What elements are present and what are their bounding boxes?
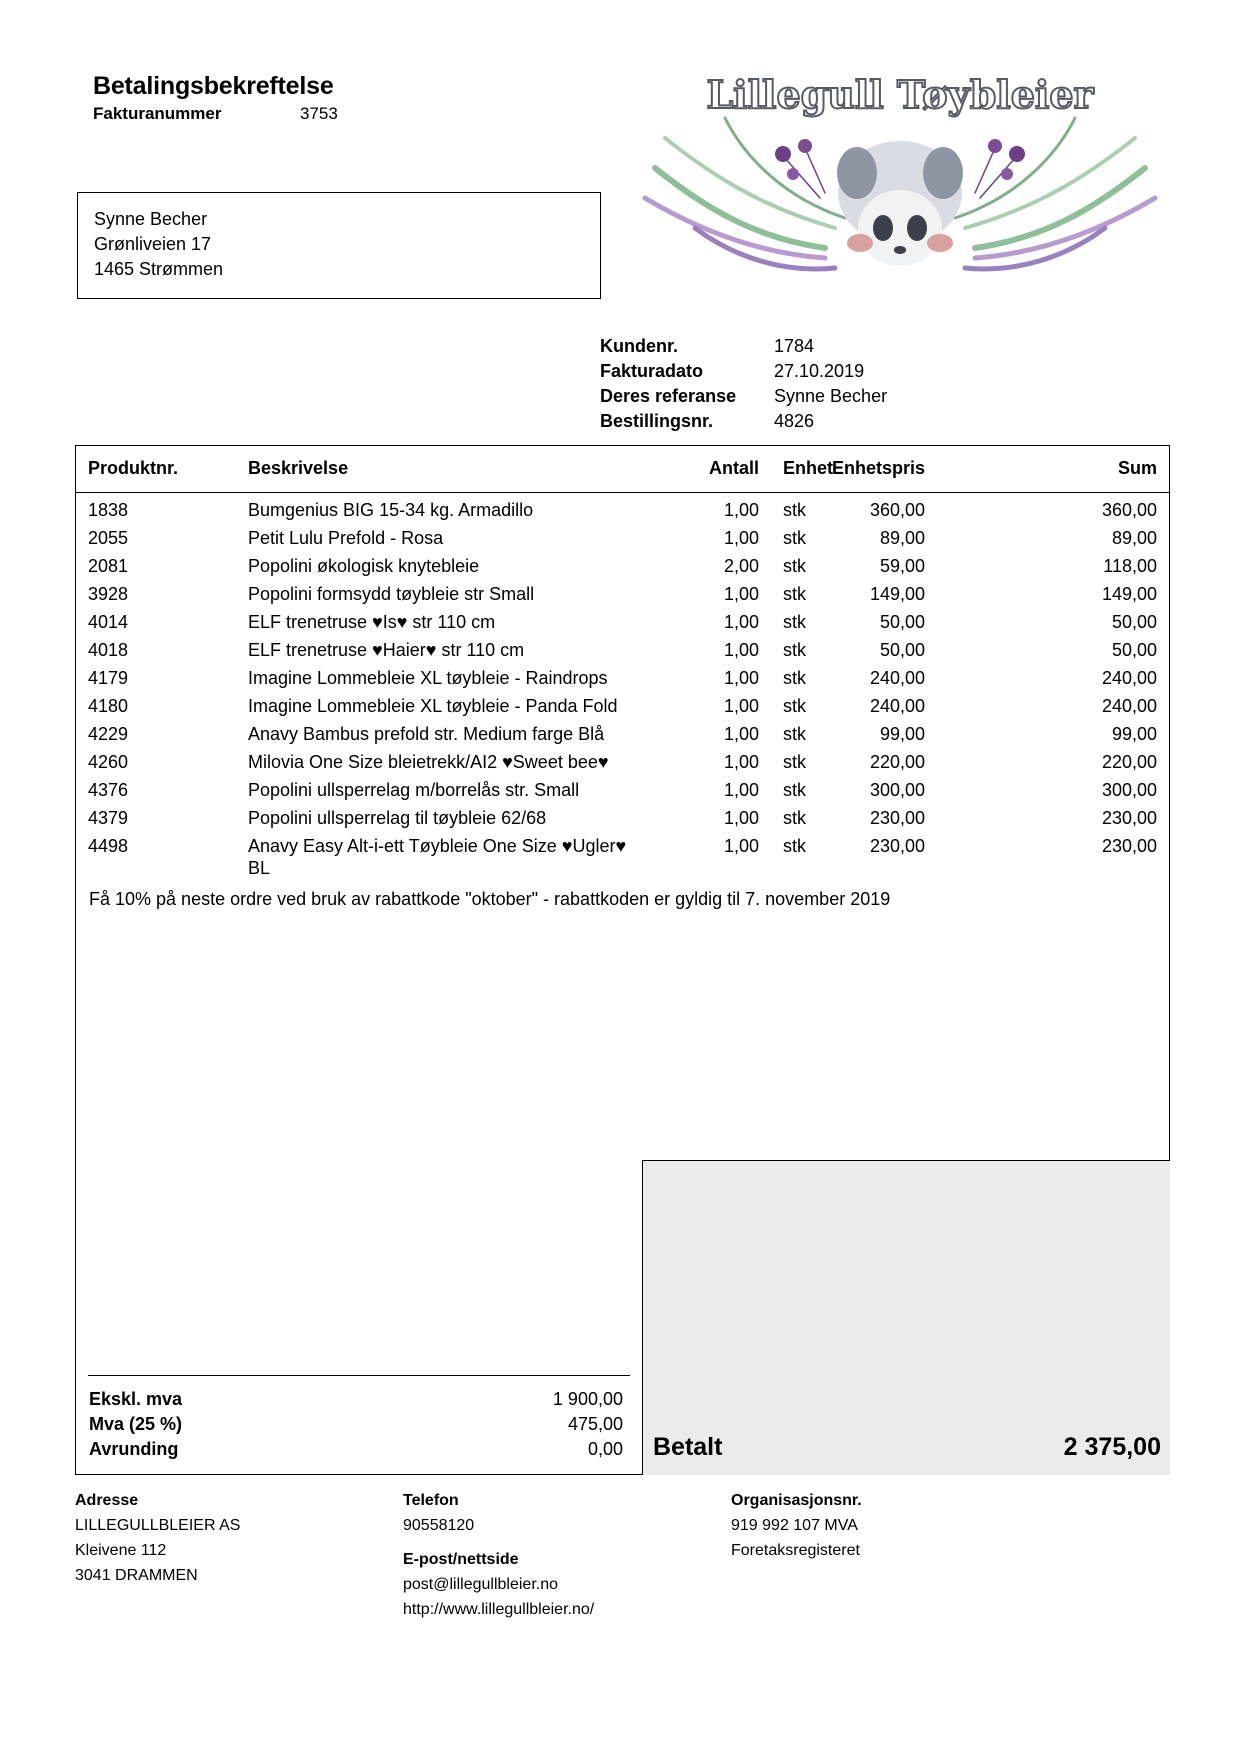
table-row [75, 612, 1170, 637]
cell-unit: stk [783, 668, 807, 688]
cell-unit: stk [783, 780, 807, 800]
cell-description: Petit Lulu Prefold - Rosa [248, 528, 444, 548]
cell-description: ELF trenetruse ♥Haier♥ str 110 cm [248, 640, 525, 660]
cell-unit-price: 59,00 [879, 556, 925, 576]
cell-unit-price: 230,00 [869, 808, 925, 828]
footer-email-link[interactable]: post@lillegullbleier.no [403, 1576, 558, 1593]
cell-unit: stk [783, 808, 807, 828]
header-product: Produktnr. [88, 458, 179, 478]
paid-summary-box [642, 1160, 1170, 1475]
rounding-amount: 0,00 [587, 1439, 623, 1459]
reference-label: Deres referanse [600, 386, 737, 406]
cell-qty: 1,00 [723, 528, 759, 548]
cell-unit: stk [783, 612, 807, 632]
table-row [75, 500, 1170, 525]
cell-sum: 230,00 [1101, 836, 1157, 856]
invoice-date: 27.10.2019 [774, 361, 865, 381]
cell-product: 4498 [88, 836, 129, 856]
cell-sum: 220,00 [1101, 752, 1157, 772]
cell-unit-price: 99,00 [879, 724, 925, 744]
cell-sum: 118,00 [1103, 556, 1157, 576]
cell-unit: stk [783, 752, 807, 772]
cell-product: 4018 [88, 640, 129, 660]
cell-unit-price: 240,00 [869, 668, 925, 688]
cell-description: Milovia One Size bleietrekk/AI2 ♥Sweet bee♥ [248, 752, 609, 772]
cell-description: Popolini økologisk knytebleie [248, 556, 480, 576]
table-row [75, 836, 1170, 878]
footer-phone: 90558120 [403, 1517, 475, 1534]
cell-description: Popolini formsydd tøybleie str Small [248, 584, 535, 604]
cell-qty: 1,00 [723, 752, 759, 772]
cell-unit-price: 300,00 [869, 780, 925, 800]
table-row [75, 640, 1170, 665]
invoice-date-label: Fakturadato [600, 361, 704, 381]
cell-description: Popolini ullsperrelag til tøybleie 62/68 [248, 808, 547, 828]
cell-product: 3928 [88, 584, 129, 604]
recipient-street: Grønliveien 17 [94, 234, 212, 254]
cell-qty: 1,00 [723, 808, 759, 828]
cell-product: 4260 [88, 752, 129, 772]
header-unit-price: Enhetspris [831, 458, 925, 478]
cell-sum: 50,00 [1111, 640, 1157, 660]
cell-sum: 240,00 [1101, 696, 1157, 716]
recipient-name: Synne Becher [94, 209, 208, 229]
cell-product: 4179 [88, 668, 129, 688]
order-number: 4826 [774, 411, 815, 431]
footer-address-heading: Adresse [75, 1492, 139, 1509]
totals-divider [88, 1375, 630, 1376]
cell-sum: 240,00 [1101, 668, 1157, 688]
header-qty: Antall [708, 458, 759, 478]
total-excl-vat: 1 900,00 [552, 1389, 623, 1409]
cell-product: 2081 [88, 556, 129, 576]
table-row [75, 696, 1170, 721]
cell-unit: stk [783, 640, 807, 660]
cell-qty: 1,00 [723, 640, 759, 660]
cell-unit: stk [783, 528, 807, 548]
cell-unit-price: 50,00 [879, 640, 925, 660]
footer-company: LILLEGULLBLEIER AS [75, 1517, 241, 1534]
cell-unit-price: 240,00 [869, 696, 925, 716]
footer-web-heading: E-post/nettside [403, 1551, 519, 1568]
cell-sum: 50,00 [1111, 612, 1157, 632]
cell-description: ELF trenetruse ♥Is♥ str 110 cm [248, 612, 496, 632]
footer-street: Kleivene 112 [75, 1542, 167, 1559]
cell-product: 4376 [88, 780, 129, 800]
cell-unit: stk [783, 500, 807, 520]
cell-unit-price: 89,00 [879, 528, 925, 548]
cell-unit-price: 50,00 [879, 612, 925, 632]
cell-description: Bumgenius BIG 15-34 kg. Armadillo [248, 500, 534, 520]
vat-label: Mva (25 %) [89, 1414, 183, 1434]
table-row [75, 584, 1170, 609]
footer-phone-heading: Telefon [403, 1492, 459, 1509]
cell-unit-price: 220,00 [869, 752, 925, 772]
cell-qty: 1,00 [723, 500, 759, 520]
vat-amount: 475,00 [567, 1414, 623, 1434]
cell-product: 4014 [88, 612, 129, 632]
table-row [75, 724, 1170, 749]
rounding-label: Avrunding [89, 1439, 179, 1459]
cell-qty: 1,00 [723, 780, 759, 800]
footer-website-link[interactable]: http://www.lillegullbleier.no/ [403, 1601, 595, 1618]
cell-product: 4229 [88, 724, 129, 744]
cell-unit-price: 360,00 [869, 500, 925, 520]
header-unit: Enhet [783, 458, 834, 478]
cell-unit: stk [783, 696, 807, 716]
paid-amount: 2 375,00 [1063, 1433, 1161, 1461]
footer-org-heading: Organisasjonsnr. [731, 1492, 862, 1509]
invoice-number-label: Fakturanummer [93, 104, 222, 123]
cell-qty: 1,00 [723, 836, 759, 856]
cell-unit: stk [783, 836, 807, 856]
footer-org-number: 919 992 107 MVA [731, 1517, 858, 1534]
order-number-label: Bestillingsnr. [600, 411, 714, 431]
cell-qty: 1,00 [723, 612, 759, 632]
reference: Synne Becher [774, 386, 888, 406]
cell-qty: 1,00 [723, 696, 759, 716]
cell-sum: 360,00 [1101, 500, 1157, 520]
cell-sum: 149,00 [1101, 584, 1157, 604]
cell-qty: 2,00 [723, 556, 759, 576]
document-title: Betalingsbekreftelse [93, 72, 334, 100]
discount-note: Få 10% på neste ordre ved bruk av rabattkode "oktober" - rabattkoden er gyldig til 7. november 2019 [89, 889, 891, 909]
invoice-number: 3753 [300, 104, 338, 123]
cell-unit-price: 230,00 [869, 836, 925, 856]
cell-qty: 1,00 [723, 724, 759, 744]
cell-description: Popolini ullsperrelag m/borrelås str. Small [248, 780, 580, 800]
cell-description: Imagine Lommebleie XL tøybleie - Panda Fold [248, 696, 618, 716]
cell-sum: 99,00 [1111, 724, 1157, 744]
cell-sum: 230,00 [1101, 808, 1157, 828]
cell-sum: 89,00 [1111, 528, 1157, 548]
cell-sum: 300,00 [1101, 780, 1157, 800]
table-row [75, 752, 1170, 777]
recipient-address-box [77, 192, 601, 299]
cell-unit: stk [783, 556, 807, 576]
cell-description: Anavy Bambus prefold str. Medium farge Blå [248, 724, 605, 744]
recipient-city: 1465 Strømmen [94, 259, 224, 279]
footer-registry: Foretaksregisteret [731, 1542, 860, 1559]
table-row [75, 528, 1170, 553]
cell-qty: 1,00 [723, 584, 759, 604]
logo-text: Lillegull Tøybleier [706, 78, 1094, 117]
table-row [75, 780, 1170, 805]
cell-product: 2055 [88, 528, 129, 548]
footer-city: 3041 DRAMMEN [75, 1567, 198, 1584]
cell-product: 4379 [88, 808, 129, 828]
cell-unit: stk [783, 724, 807, 744]
cell-description: Imagine Lommebleie XL tøybleie - Raindrops [248, 668, 608, 688]
cell-unit: stk [783, 584, 807, 604]
cell-qty: 1,00 [723, 668, 759, 688]
cell-unit-price: 149,00 [869, 584, 925, 604]
cell-product: 1838 [88, 500, 129, 520]
customer-number: 1784 [774, 336, 815, 356]
table-row [75, 808, 1170, 833]
table-row [75, 668, 1170, 693]
total-excl-vat-label: Ekskl. mva [89, 1389, 183, 1409]
table-header [75, 445, 1170, 493]
company-logo [635, 78, 1165, 298]
paid-label: Betalt [653, 1433, 723, 1461]
header-description: Beskrivelse [248, 458, 349, 478]
cell-description: Anavy Easy Alt-i-ett Tøybleie One Size ♥Ugler♥ [248, 836, 627, 856]
header-sum: Sum [1117, 458, 1157, 478]
cell-description-continued: BL [248, 858, 271, 878]
cell-product: 4180 [88, 696, 129, 716]
table-row [75, 556, 1170, 581]
customer-number-label: Kundenr. [600, 336, 679, 356]
